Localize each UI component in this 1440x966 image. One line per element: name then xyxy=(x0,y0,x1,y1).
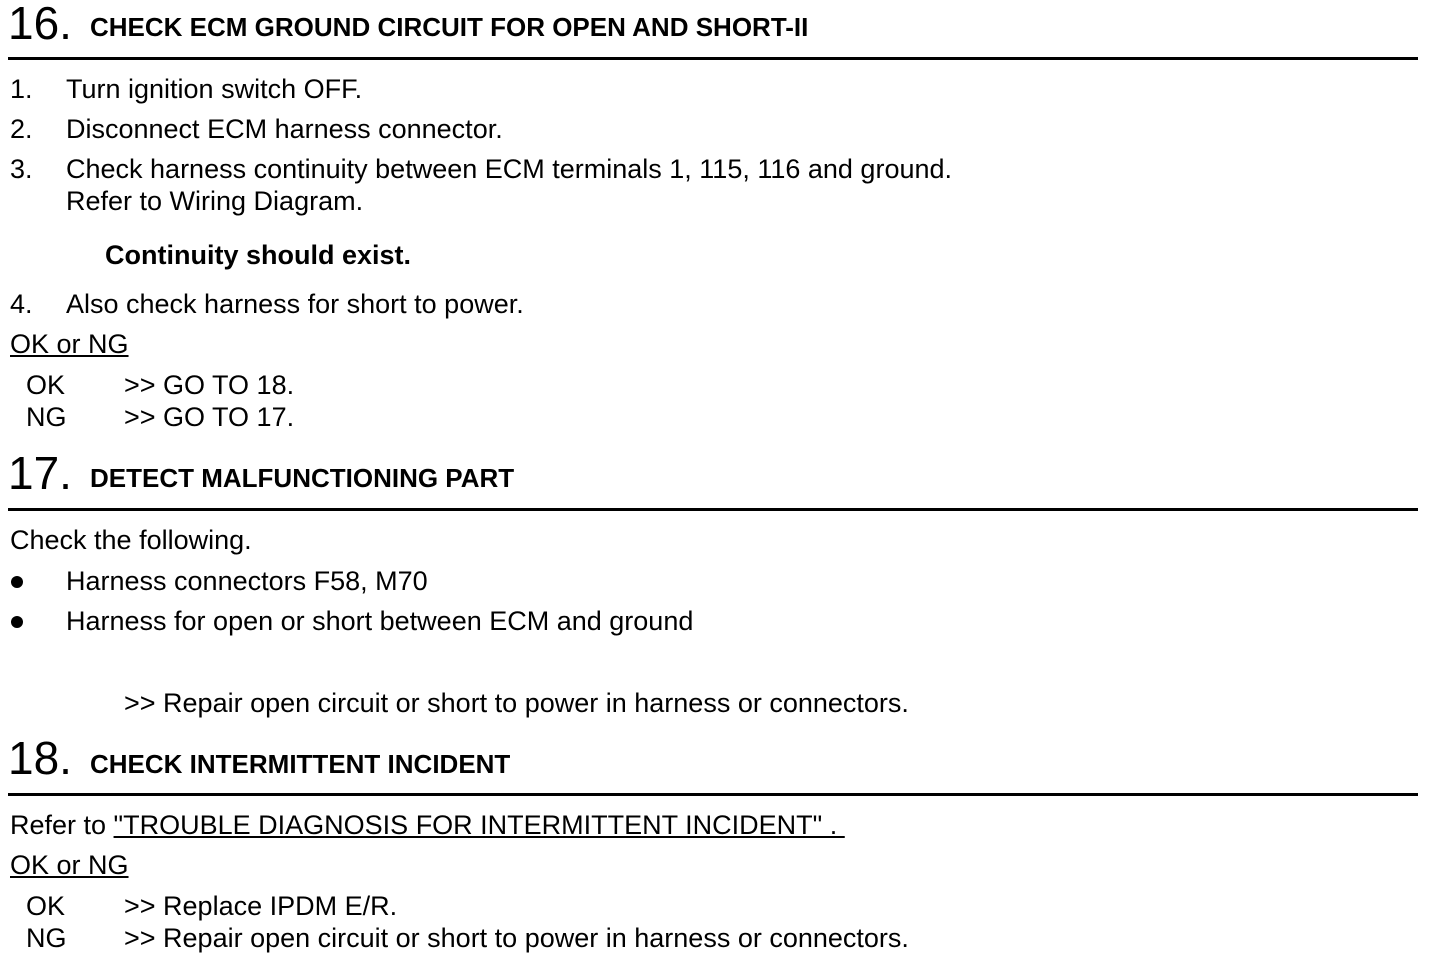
step-18-title: CHECK INTERMITTENT INCIDENT xyxy=(90,749,511,779)
step-16-item-3-text-line-2: Refer to Wiring Diagram. xyxy=(66,186,364,216)
step-16-ok-ng-heading: OK or NG xyxy=(10,329,129,359)
step-17-title: DETECT MALFUNCTIONING PART xyxy=(90,463,515,493)
step-16-ok-action: >> GO TO 18. xyxy=(124,370,295,400)
step-18-divider xyxy=(8,793,1418,796)
step-16-number: 16. xyxy=(8,0,72,49)
step-16-ng-action: >> GO TO 17. xyxy=(124,402,295,432)
step-16-item-4-text: Also check harness for short to power. xyxy=(66,289,524,319)
step-18-ng-action: >> Repair open circuit or short to power in harness or connectors. xyxy=(124,923,909,953)
step-17-action: >> Repair open circuit or short to power in harness or connectors. xyxy=(124,688,909,718)
step-16-item-2-number: 2. xyxy=(10,114,33,144)
step-16-item-2-text: Disconnect ECM harness connector. xyxy=(66,114,503,144)
step-16-item-3-number: 3. xyxy=(10,154,33,184)
continuity-note: Continuity should exist. xyxy=(105,240,412,270)
step-18-refer-prefix: Refer to xyxy=(10,810,114,840)
step-16-divider xyxy=(8,57,1418,60)
step-17-intro: Check the following. xyxy=(10,525,252,555)
step-16-title: CHECK ECM GROUND CIRCUIT FOR OPEN AND SHORT-II xyxy=(90,12,809,42)
trouble-diagnosis-link[interactable]: "TROUBLE DIAGNOSIS FOR INTERMITTENT INCIDENT" . xyxy=(113,810,845,840)
step-18-ok-label: OK xyxy=(26,891,66,921)
step-16-ok-label: OK xyxy=(26,370,66,400)
step-16-item-3-text: Check harness continuity between ECM terminals 1, 115, 116 and ground. xyxy=(66,154,953,184)
step-18-ok-ng-heading: OK or NG xyxy=(10,850,129,880)
step-17-number: 17. xyxy=(8,447,72,499)
step-17-divider xyxy=(8,508,1418,511)
step-18-ng-label: NG xyxy=(26,923,67,953)
step-16-item-1-number: 1. xyxy=(10,74,33,104)
bullet-icon xyxy=(11,616,23,628)
step-17-bullet-2: Harness for open or short between ECM and ground xyxy=(66,606,694,636)
step-18-refer-line xyxy=(10,812,845,839)
step-16-ng-label: NG xyxy=(26,402,67,432)
step-18-number: 18. xyxy=(8,732,72,784)
step-18-ok-action: >> Replace IPDM E/R. xyxy=(124,891,398,921)
step-16-item-1-text: Turn ignition switch OFF. xyxy=(66,74,363,104)
step-16-item-4-number: 4. xyxy=(10,289,33,319)
bullet-icon xyxy=(11,576,23,588)
step-17-bullet-1: Harness connectors F58, M70 xyxy=(66,566,428,596)
